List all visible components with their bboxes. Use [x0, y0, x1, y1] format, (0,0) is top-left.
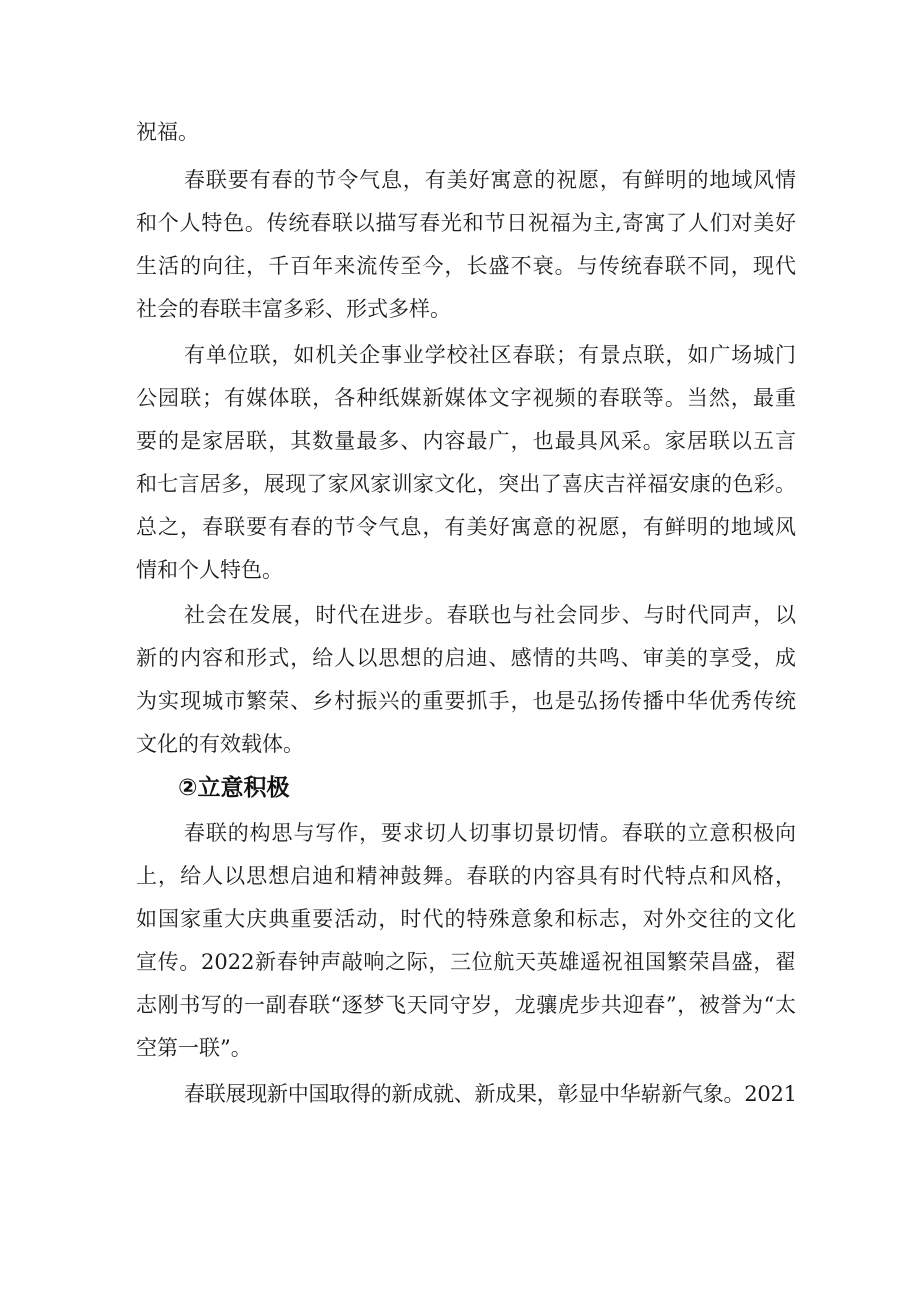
text-line: 和个人特色。传统春联以描写春光和节日祝福为主,寄寓了人们对美好: [136, 211, 796, 235]
text-line: 空第一联”。: [136, 1036, 252, 1060]
text-line: 春联的构思与写作，要求切人切事切景切情。春联的立意积极向: [184, 821, 796, 845]
text-line: 社会在发展，时代在进步。春联也与社会同步、与时代同声，以: [184, 603, 796, 627]
text-line: 为实现城市繁荣、乡村振兴的重要抓手，也是弘扬传播中华优秀传统: [136, 689, 796, 713]
text-line: 春联要有春的节令气息，有美好寓意的祝愿，有鲜明的地域风情: [184, 168, 796, 192]
text-line: 如国家重大庆典重要活动，时代的特殊意象和标志，对外交往的文化: [136, 907, 796, 931]
text-line: 文化的有效载体。: [136, 732, 304, 756]
text-line: 祝福。: [136, 120, 199, 144]
text-line: 有单位联，如机关企事业学校社区春联；有景点联，如广场城门: [184, 343, 796, 367]
text-line: 公园联；有媒体联，各种纸媒新媒体文字视频的春联等。当然，最重: [136, 386, 796, 410]
text-line: 春联展现新中国取得的新成就、新成果，彰显中华崭新气象。2021: [184, 1082, 797, 1106]
text-line: 生活的向往，千百年来流传至今，长盛不衰。与传统春联不同，现代: [136, 254, 796, 278]
text-line: 新的内容和形式，给人以思想的启迪、感情的共鸣、审美的享受，成: [136, 646, 796, 670]
section-heading: ②立意积极: [178, 775, 290, 801]
text-line: 情和个人特色。: [136, 558, 283, 582]
text-line: 宣传。2022新春钟声敲响之际，三位航天英雄遥祝祖国繁荣昌盛，翟: [136, 950, 796, 974]
text-line: 上，给人以思想启迪和精神鼓舞。春联的内容具有时代特点和风格，: [136, 864, 796, 888]
text-line: 社会的春联丰富多彩、形式多样。: [136, 297, 451, 321]
text-line: 总之，春联要有春的节令气息，有美好寓意的祝愿，有鲜明的地域风: [136, 515, 796, 539]
text-line: 志刚书写的一副春联“逐梦飞天同守岁，龙骧虎步共迎春”，被誉为“太: [136, 993, 796, 1017]
text-line: 和七言居多，展现了家风家训家文化，突出了喜庆吉祥福安康的色彩。: [136, 472, 796, 496]
text-line: 要的是家居联，其数量最多、内容最广，也最具风采。家居联以五言: [136, 429, 796, 453]
